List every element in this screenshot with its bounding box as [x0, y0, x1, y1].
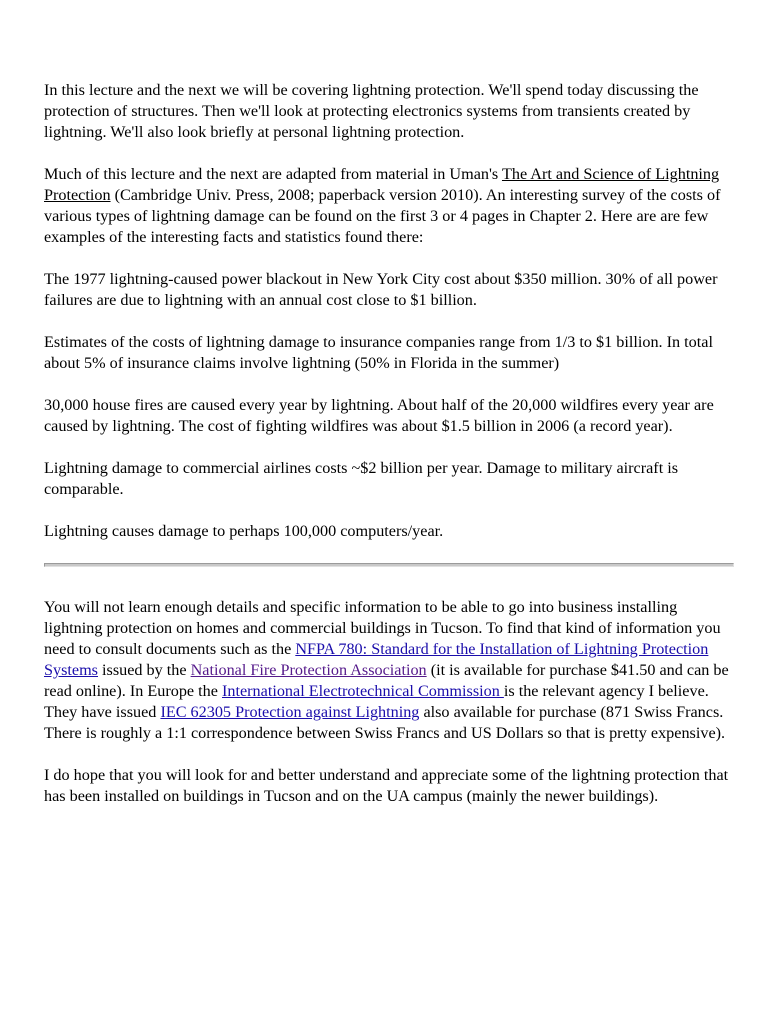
fact-text: Lightning damage to commercial airlines costs ~$2 billion per year. Damage to military aircraft is comparable. [44, 459, 679, 498]
intro-paragraph [44, 80, 734, 143]
fact-airlines [44, 458, 734, 500]
fact-text: 30,000 house fires are caused every year by lightning. About half of the 20,000 wildfires every year are caused by lightning. The cost of fighting wildfires was about $1.5 billion in 2006 (a record year). [44, 396, 714, 435]
fact-insurance [44, 332, 734, 374]
lecture-notes-page [44, 80, 734, 828]
closing-text: I do hope that you will look for and better understand and appreciate some of the lightning protection that has been installed on buildings in Tucson and on the UA campus (mainly the newer buildings). [44, 766, 729, 805]
nfpa-org-link[interactable]: National Fire Protection Association [190, 661, 427, 679]
iec-link[interactable]: International Electrotechnical Commission [222, 682, 504, 700]
book-title: The Art and Science of Lightning Protection [44, 165, 720, 204]
closing-paragraph [44, 765, 734, 807]
intro-text: In this lecture and the next we will be covering lightning protection. We'll spend today discussing the protection of structures. Then we'll look at protecting electronics systems from transients created by lightning. We'll also look briefly at personal lightning protection. [44, 81, 699, 141]
standards-text: is the relevant agency I believe. They have issued [44, 682, 709, 721]
fact-text: The 1977 lightning-caused power blackout in New York City cost about $350 million. 30% of all power failures are due to lightning with an annual cost close to $1 billion. [44, 270, 718, 309]
source-rest-text: (Cambridge Univ. Press, 2008; paperback version 2010). An interesting survey of the costs of various types of lightning damage can be found on the first 3 or 4 pages in Chapter 2. Here are are few examples of the interesting facts and statistics found there: [44, 186, 721, 246]
standards-paragraph [44, 597, 734, 744]
standards-text: You will not learn enough details and specific information to be able to go into business installing lightning protection on homes and commercial buildings in Tucson. To find that kind of information you need to consult documents such as the [44, 598, 721, 658]
fact-text: Lightning causes damage to perhaps 100,000 computers/year. [44, 522, 444, 540]
source-lead-text: Much of this lecture and the next are adapted from material in Uman's [44, 165, 502, 183]
fact-text: Estimates of the costs of lightning damage to insurance companies range from 1/3 to $1 billion. In total about 5% of insurance claims involve lightning (50% in Florida in the summer) [44, 333, 713, 372]
nfpa-780-link[interactable]: NFPA 780: Standard for the Installation of Lightning Protection Systems [44, 640, 709, 679]
fact-blackout [44, 269, 734, 311]
iec-62305-link[interactable]: IEC 62305 Protection against Lightning [160, 703, 420, 721]
source-paragraph [44, 164, 734, 248]
horizontal-divider [44, 563, 734, 567]
fact-fires [44, 395, 734, 437]
standards-text: (it is available for purchase $41.50 and can be read online). In Europe the [44, 661, 729, 700]
fact-computers [44, 521, 734, 542]
standards-text: issued by the [97, 661, 191, 679]
standards-text: also available for purchase (871 Swiss Francs. There is roughly a 1:1 correspondence between Swiss Francs and US Dollars so that is pretty expensive). [44, 703, 726, 742]
